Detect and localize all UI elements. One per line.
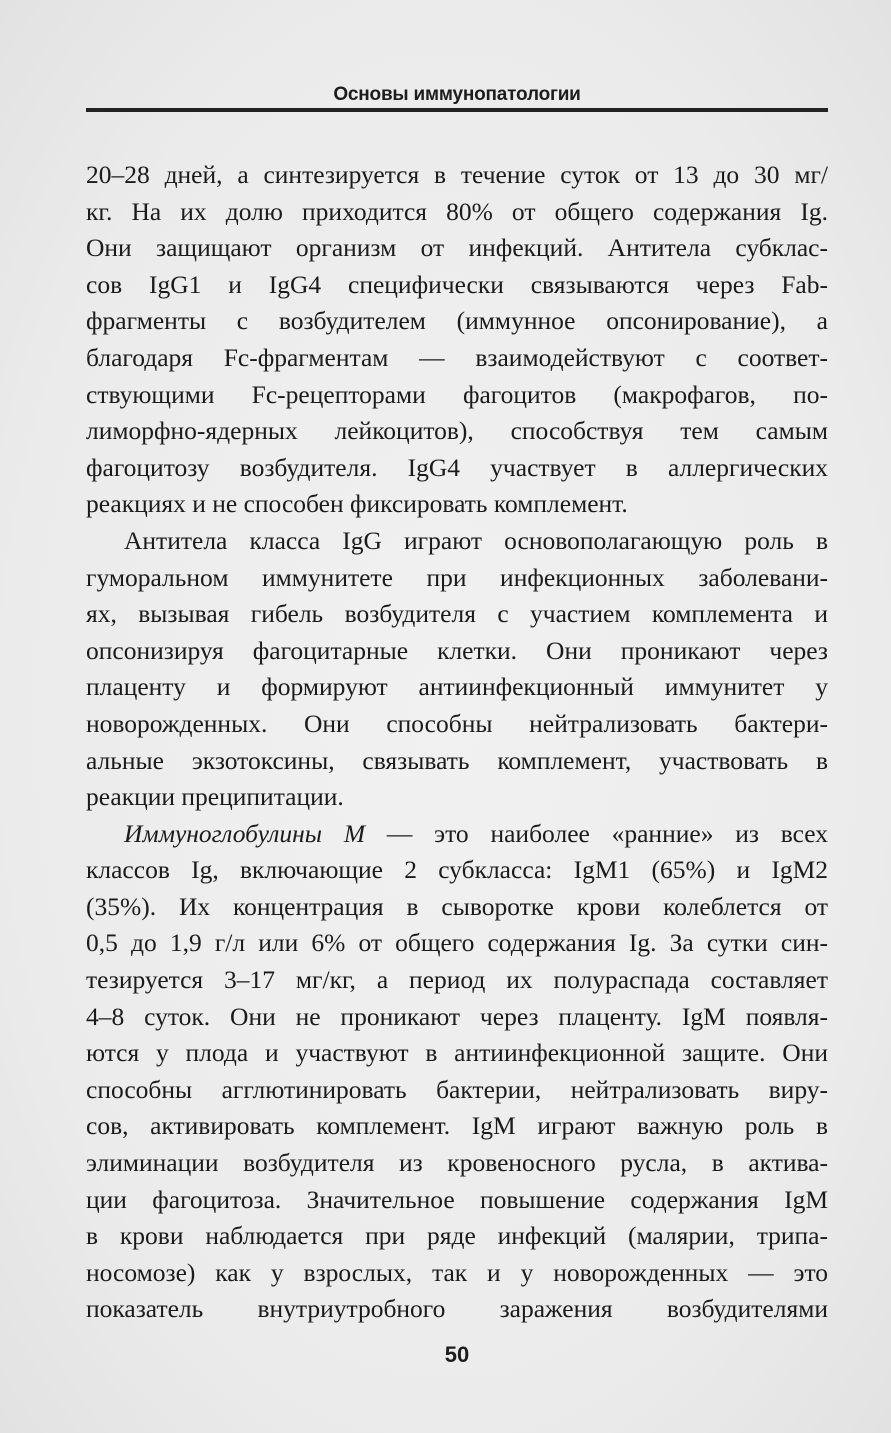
text-line: (35%). Их концентрация в сыворотке крови колеблется от — [86, 891, 828, 921]
text-line: альные экзотоксины, связывать комплемент, участвовать в — [86, 745, 828, 775]
text-line: реакции преципитации. — [86, 782, 344, 812]
text-line: благодаря Fc-фрагментам — взаимодействуют с соответ- — [86, 342, 828, 372]
text-line: носомозе) как у взрослых, так и у новорожденных — это — [86, 1257, 828, 1287]
text-line-first — [86, 816, 828, 853]
text-line: сов IgG1 и IgG4 специфически связываются через Fab- — [86, 269, 828, 299]
text-line: показатель внутриутробного заражения возбудителями — [86, 1294, 828, 1324]
text-line: плаценту и формируют антиинфекционный иммунитет у — [86, 672, 828, 702]
text-line: Антитела класса IgG играют основополагающую роль в — [124, 525, 828, 555]
text-line: 20–28 дней, а синтезируется в течение суток от 13 до 30 мг/ — [86, 160, 828, 189]
paragraph-2 — [86, 523, 828, 816]
text-line: фагоцитозу возбудителя. IgG4 участвует в аллергических — [86, 452, 828, 482]
text-line: ются у плода и участвуют в антиинфекционной защите. Они — [86, 1038, 828, 1068]
text-line: элиминации возбудителя из кровеносного русла, в актива- — [86, 1148, 828, 1178]
text-line: ции фагоцитоза. Значительное повышение содержания IgM — [86, 1184, 828, 1214]
paragraph-3 — [86, 816, 828, 1328]
text-line: классов Ig, включающие 2 субкласса: IgM1 (65%) и IgM2 — [86, 855, 828, 885]
text-line: 4–8 суток. Они не проникают через плаценту. IgM появля- — [86, 1001, 828, 1031]
text-line: новорожденных. Они способны нейтрализовать бактери- — [86, 708, 828, 738]
text-line: ствующими Fc-рецепторами фагоцитов (макрофагов, по- — [86, 379, 828, 409]
text-line: тезируется 3–17 мг/кг, а период их полураспада составляет — [86, 965, 828, 995]
text-line: Они защищают организм от инфекций. Антитела субклас- — [86, 233, 828, 263]
text-line: лиморфно-ядерных лейкоцитов), способствуя тем самым — [86, 416, 828, 446]
text-line: гуморальном иммунитете при инфекционных заболевани- — [86, 562, 828, 592]
italic-term: Иммуноглобулины М — [124, 818, 366, 848]
paragraph-1 — [86, 157, 828, 523]
text-line: ях, вызывая гибель возбудителя с участием комплемента и — [86, 599, 828, 629]
header-rule — [86, 108, 828, 112]
text-line: сов, активировать комплемент. IgM играют важную роль в — [86, 1111, 828, 1141]
text-line: способны агглютинировать бактерии, нейтрализовать виру- — [86, 1074, 828, 1104]
running-title: Основы иммунопатологии — [333, 84, 581, 105]
text-line: кг. На их долю приходится 80% от общего содержания Ig. — [86, 196, 828, 226]
page-number: 50 — [444, 1342, 470, 1367]
text-line: в крови наблюдается при ряде инфекций (малярии, трипа- — [86, 1221, 828, 1251]
text-line: реакциях и не способен фиксировать комплемент. — [86, 489, 628, 519]
first-line-rest: — это наиболее «ранние» из всех — [365, 818, 828, 848]
text-line: 0,5 до 1,9 г/л или 6% от общего содержания Ig. За сутки син- — [86, 928, 828, 958]
text-line: опсонизируя фагоцитарные клетки. Они проникают через — [86, 635, 828, 665]
body-text — [86, 157, 828, 1328]
text-line: фрагменты с возбудителем (иммунное опсонирование), а — [86, 306, 828, 336]
